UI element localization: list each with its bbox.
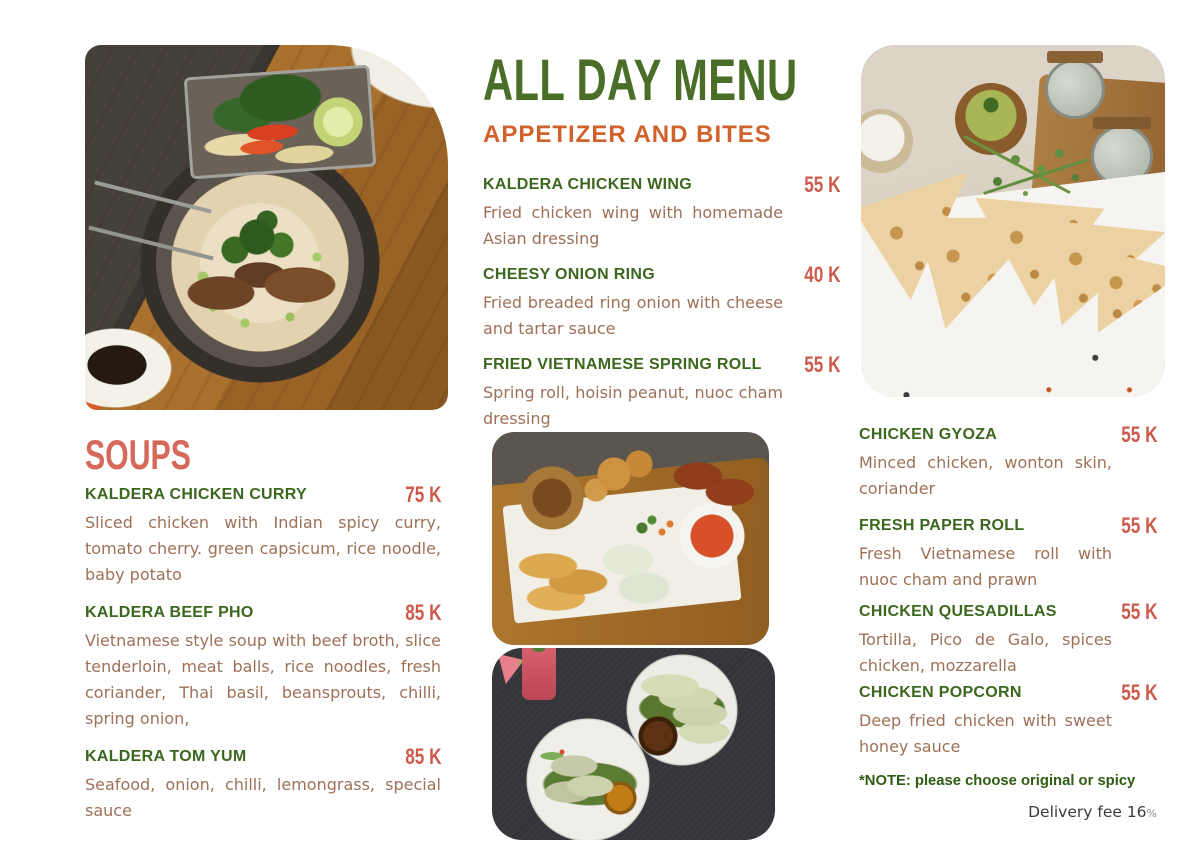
menu-item-head [85, 602, 441, 624]
menu-item-name: KALDERA CHICKEN WING [483, 176, 692, 193]
menu-item-head [483, 264, 840, 286]
menu-item-desc: Fried breaded ring onion with cheese and tartar sauce [483, 293, 783, 338]
menu-item-name: KALDERA BEEF PHO [85, 604, 254, 621]
delivery-fee-text: Delivery fee 16 [1028, 803, 1147, 821]
menu-item-head [483, 174, 840, 196]
menu-item-head [859, 424, 1157, 446]
delivery-fee-label [859, 803, 1157, 821]
menu-item-desc: Sliced chicken with Indian spicy curry, tomato cherry. green capsicum, rice noodle, baby potato [85, 513, 441, 584]
menu-item-name: FRESH PAPER ROLL [859, 517, 1025, 534]
menu-item [483, 264, 840, 342]
menu-item-name: CHEESY ONION RING [483, 266, 655, 283]
percent-sign: % [1146, 807, 1157, 820]
menu-item-price: 85 K [404, 600, 441, 625]
appetizer-items [483, 174, 840, 444]
menu-item-price: 40 K [803, 262, 840, 287]
section-title-appetizer: APPETIZER AND BITES [483, 121, 772, 148]
menu-item-head [483, 354, 840, 376]
guacamole-bowl-shape [955, 83, 1027, 155]
jar-lid-shape [1093, 117, 1151, 129]
menu-item [85, 746, 441, 824]
menu-item [483, 174, 840, 252]
menu-item-price: 55 K [1120, 422, 1157, 447]
beef-pho-photo [85, 45, 448, 410]
menu-item-name: CHICKEN GYOZA [859, 426, 998, 443]
menu-item [483, 354, 840, 432]
menu-item-price: 85 K [404, 744, 441, 769]
gyoza-plates-photo [492, 648, 775, 840]
soups-items [85, 484, 441, 838]
basket-handle-shape [94, 181, 211, 214]
spicy-note: *NOTE: please choose original or spicy [859, 773, 1136, 789]
appetizer-platter-photo [492, 432, 769, 645]
basket-handle-shape [88, 226, 213, 261]
menu-item-desc: Vietnamese style soup with beef broth, slice tenderloin, meat balls, rice noodles, fresh coriander, Thai basil, beansprouts, chilli, spring onion, [85, 631, 441, 728]
juice-glass-shape [522, 648, 556, 700]
menu-item-desc: Minced chicken, wonton skin, coriander [859, 453, 1112, 498]
menu-item-price: 55 K [803, 172, 840, 197]
quesadilla-photo [861, 45, 1165, 397]
menu-item [859, 515, 1157, 593]
menu-item-price: 55 K [1120, 680, 1157, 705]
menu-item-name: FRIED VIETNAMESE SPRING ROLL [483, 356, 762, 373]
menu-item-price: 55 K [803, 352, 840, 377]
menu-item-price: 55 K [1120, 599, 1157, 624]
menu-item-head [859, 601, 1157, 623]
menu-item [859, 424, 1157, 502]
menu-item-desc: Fried chicken wing with homemade Asian dressing [483, 203, 783, 248]
menu-item-price: 75 K [404, 482, 441, 507]
menu-item-name: KALDERA TOM YUM [85, 748, 247, 765]
section-title-soups: SOUPS [85, 431, 191, 478]
menu-item-name: KALDERA CHICKEN CURRY [85, 486, 308, 503]
jar-lid-shape [1047, 51, 1103, 63]
bites-items [859, 424, 1157, 789]
menu-item-price: 55 K [1120, 513, 1157, 538]
menu-item-head [85, 746, 441, 768]
garnish-basket-shape [184, 65, 377, 180]
page-title: ALL DAY MENU [483, 48, 798, 113]
menu-item-head [85, 484, 441, 506]
menu-item [859, 601, 1157, 679]
sauce-bowl-shape [861, 109, 913, 173]
menu-item [85, 602, 441, 732]
menu-item [85, 484, 441, 588]
pea-shoot-leaves-shape [1011, 155, 1020, 164]
platter-food-shapes [492, 432, 769, 645]
watermelon-garnish-shape [498, 654, 524, 684]
menu-item-head [859, 682, 1157, 704]
menu-item [859, 682, 1157, 760]
menu-item-name: CHICKEN QUESADILLAS [859, 603, 1057, 620]
jar-shape [1045, 59, 1105, 119]
menu-item-desc: Seafood, onion, chilli, lemongrass, special sauce [85, 775, 441, 820]
menu-item-desc: Deep fried chicken with sweet honey sauce [859, 711, 1112, 756]
menu-item-name: CHICKEN POPCORN [859, 684, 1022, 701]
menu-item-desc: Tortilla, Pico de Galo, spices chicken, mozzarella [859, 630, 1112, 675]
menu-item-head [859, 515, 1157, 537]
menu-item-desc: Fresh Vietnamese roll with nuoc cham and prawn [859, 544, 1112, 589]
menu-item-desc: Spring roll, hoisin peanut, nuoc cham dressing [483, 383, 783, 428]
